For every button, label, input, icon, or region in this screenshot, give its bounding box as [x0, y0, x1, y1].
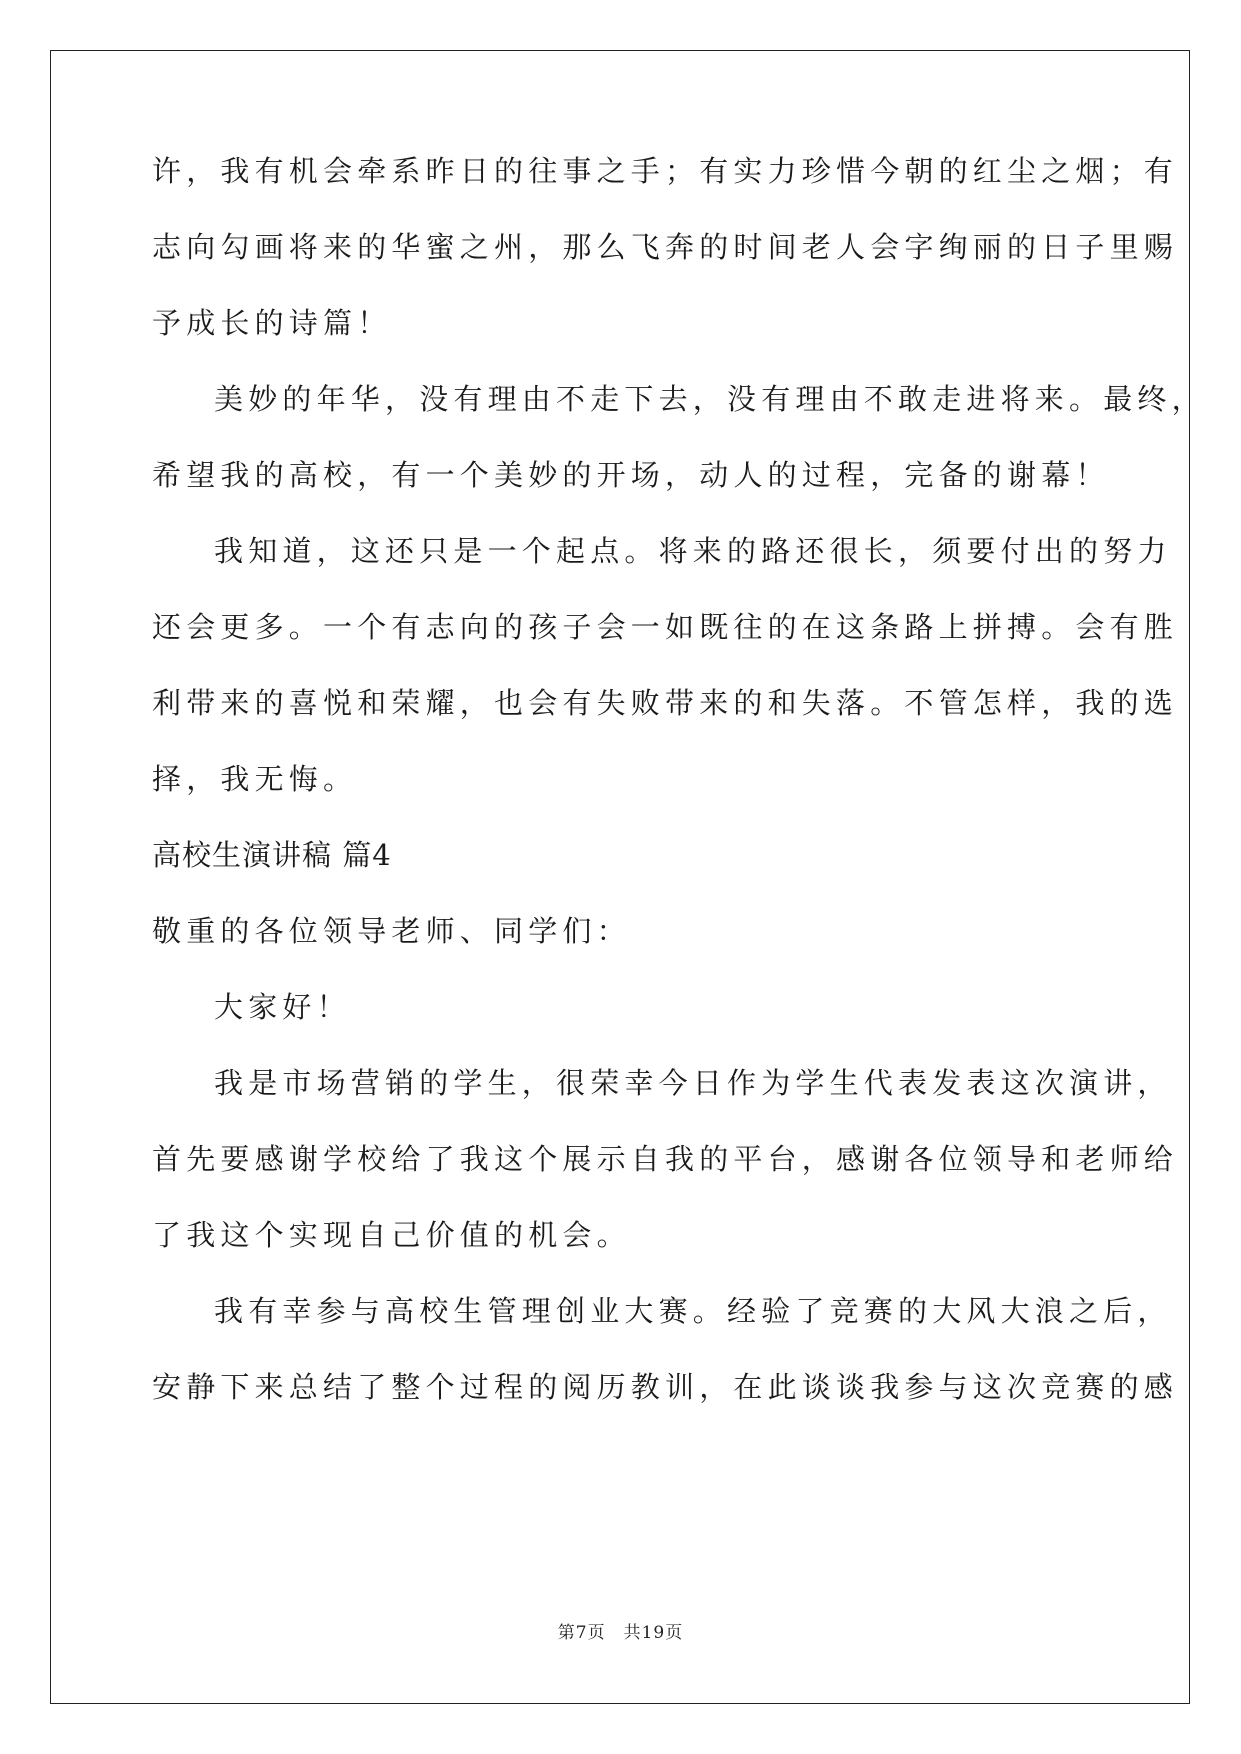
page-footer: [0, 1618, 1241, 1643]
body-line: 利带来的喜悦和荣耀，也会有失败带来的和失落。不管怎样，我的选: [152, 686, 1179, 720]
section-heading: 高校生演讲稿 篇4: [152, 838, 392, 872]
paragraph-start: 我知道，这还只是一个起点。将来的路还很长，须要付出的努力: [214, 534, 1172, 568]
paragraph-start: 我是市场营销的学生，很荣幸今日作为学生代表发表这次演讲，: [214, 1066, 1172, 1100]
salutation: 敬重的各位领导老师、同学们：: [152, 914, 631, 948]
body-line: 予成长的诗篇！: [152, 306, 392, 340]
greeting: 大家好！: [214, 990, 351, 1024]
body-line: 安静下来总结了整个过程的阅历教训，在此谈谈我参与这次竞赛的感: [152, 1370, 1179, 1404]
current-page-number: 第7页: [557, 1623, 606, 1643]
page-border: [50, 50, 1190, 1704]
body-line: 了我这个实现自己价值的机会。: [152, 1218, 631, 1252]
total-pages: 共19页: [623, 1623, 684, 1643]
body-line: 志向勾画将来的华蜜之州，那么飞奔的时间老人会字绚丽的日子里赐: [152, 230, 1179, 264]
body-line: 许，我有机会牵系昨日的往事之手；有实力珍惜今朝的红尘之烟；有: [152, 154, 1179, 188]
body-line: 还会更多。一个有志向的孩子会一如既往的在这条路上拼搏。会有胜: [152, 610, 1179, 644]
paragraph-start: 我有幸参与高校生管理创业大赛。经验了竞赛的大风大浪之后，: [214, 1294, 1172, 1328]
paragraph-start: 美妙的年华，没有理由不走下去，没有理由不敢走进将来。最终，: [214, 382, 1206, 416]
body-line: 希望我的高校，有一个美妙的开场，动人的过程，完备的谢幕！: [152, 458, 1110, 492]
body-line: 择，我无悔。: [152, 762, 358, 796]
body-line: 首先要感谢学校给了我这个展示自我的平台，感谢各位领导和老师给: [152, 1142, 1179, 1176]
